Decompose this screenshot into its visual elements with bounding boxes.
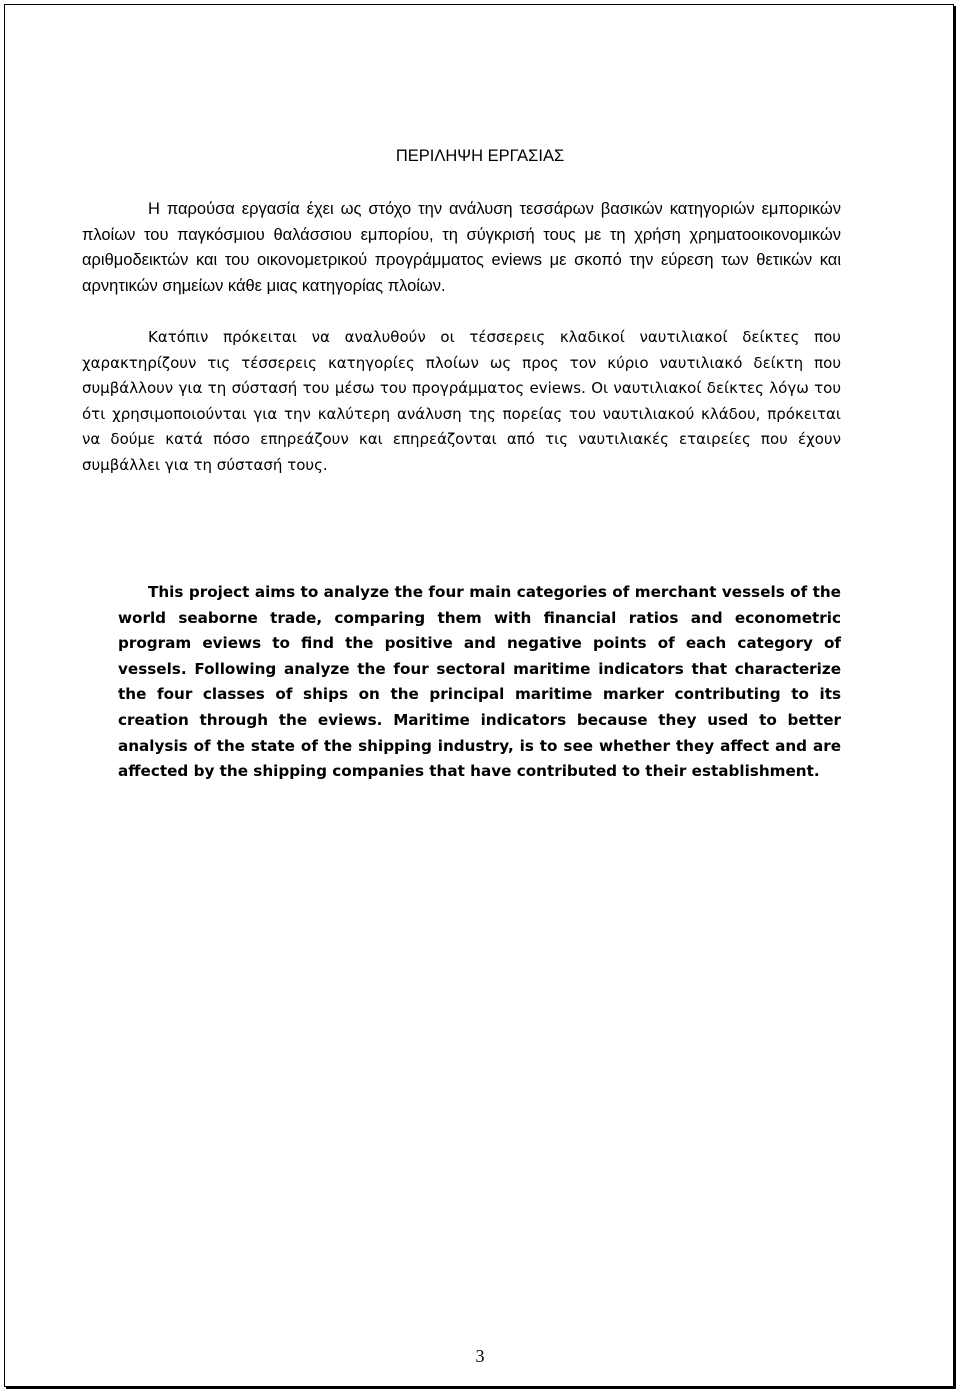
english-abstract-paragraph: This project aims to analyze the four main categories of merchant vessels of the world seaborne trade, comparing them with financial ratios and econometric program eviews to find the positive and negative points of each category of vessels. Following analyze the four sectoral maritime indicators that characterize the four classes of ships on the principal maritime marker contributing to its creation through the eviews. Maritime indicators because they used to better analysis of the state of the shipping industry, is to see whether they affect and are affected by the shipping companies that have contributed to their establishment.: [118, 583, 841, 781]
page-number: 3: [475, 1346, 485, 1366]
greek-abstract-paragraph-2: Κατόπιν πρόκειται να αναλυθούν οι τέσσερεις κλαδικοί ναυτιλιακοί δείκτες που χαρακτηρίζουν τις τέσσερεις κατηγορίες πλοίων ως προς τον κύριο ναυτιλιακό δείκτη που συμβάλλουν για τη σύστασή του μέσω του προγράμματος eviews. Οι ναυτιλιακοί δείκτες λόγω του ότι χρησιμοποιούνται για την καλύτερη ανάλυση της πορείας του ναυτιλιακού κλάδου, πρόκειται να δούμε κατά πόσο επηρεάζουν και επηρεάζονται από τις ναυτιλιακές εταιρείες που έχουν συμβάλλει για τη σύστασή τους.: [82, 328, 841, 474]
document-title: ΠΕΡΙΛΗΨΗ ΕΡΓΑΣΙΑΣ: [395, 147, 565, 165]
greek-abstract-paragraph-1: Η παρούσα εργασία έχει ως στόχο την ανάλυση τεσσάρων βασικών κατηγοριών εμπορικών πλοίων του παγκόσμιου θαλάσσιου εμπορίου, τη σύγκρισή τους με τη χρήση χρηματοοικονομικών αριθμοδεικτών και του οικονομετρικού προγράμματος eviews με σκοπό την εύρεση των θετικών και αρνητικών σημείων κάθε μιας κατηγορίας πλοίων.: [82, 200, 841, 295]
